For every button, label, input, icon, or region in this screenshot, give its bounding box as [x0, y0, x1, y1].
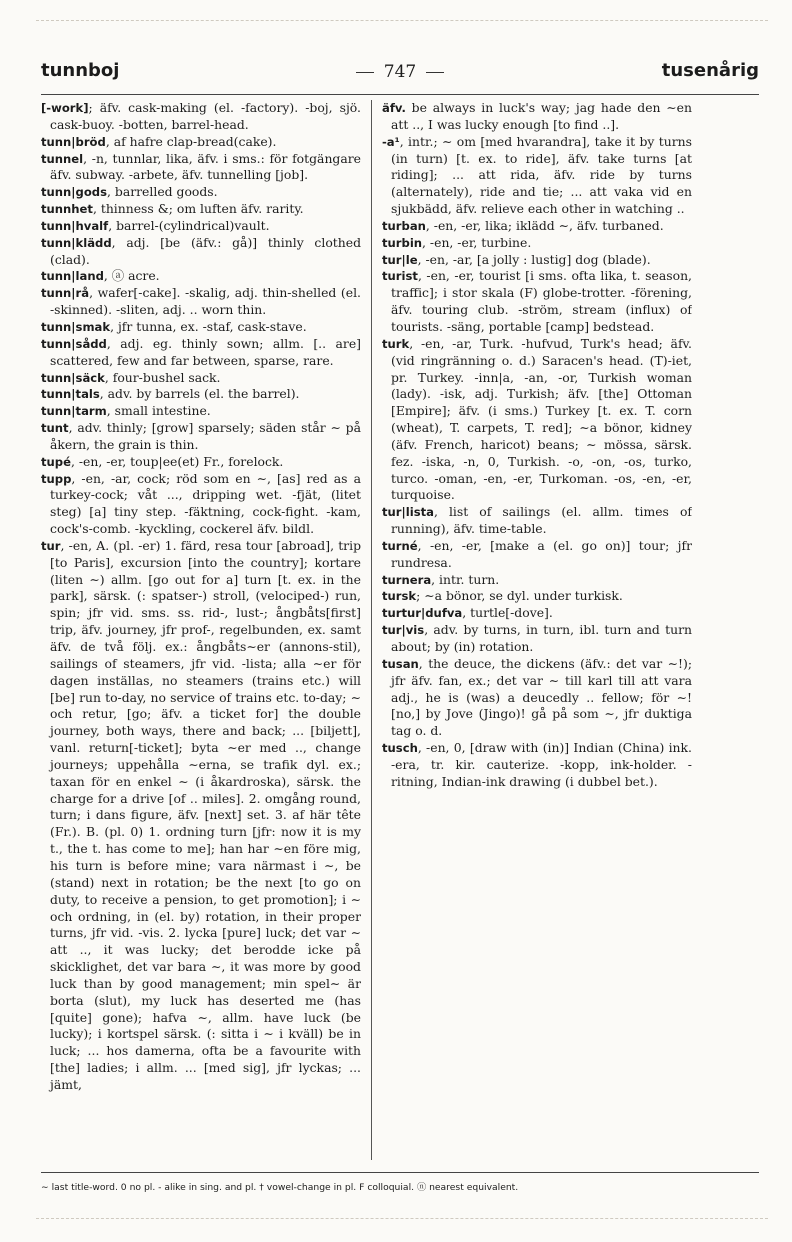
- dictionary-entry: tunn|tals, adv. by barrels (el. the barrel).: [41, 386, 300, 402]
- dictionary-entry: turk, -en, -ar, Turk. -hufvud, Turk's head; äfv. (vid ringränning o. d.) Saracen's head. (T)-iet, pr. Turkey. -inn|a, -an, -or, Turkish woman (lady). -isk, adj. Turkish; äfv. [the] Ottoman [Empire]; äfv. (i sms.) Turkey [t. ex. T. corn (wheat), T. carpets, T. red]; ∼a bönor, kidney (äfv. French, haricot) beans; ∼ mössa, särsk. fez. -iska, -n, 0, Turkish. -o, -on, -os, turko, turco. -oman, -en, -er, Turkoman. -os, -en, -er, turquoise.: [382, 335, 692, 503]
- header-dash: [426, 72, 444, 73]
- dictionary-entry: tupp, -en, -ar, cock; röd som en ∼, [as] red as a turkey-cock; våt ..., dripping wet. -fjät, (litet steg) [a] tiny step. -fäktning, cock-fight. -kam, cock's-comb. -kyckling, cockerel äfv. bildl.: [41, 470, 361, 537]
- right-column: [382, 100, 692, 1166]
- headword: tupp: [41, 471, 72, 486]
- dictionary-entry: tursk; ∼a bönor, se dyl. under turkisk.: [382, 588, 623, 604]
- dictionary-entry: tunn|klädd, adj. [be (äfv.: gå)] thinly clothed (clad).: [41, 234, 361, 267]
- left-column: [41, 100, 361, 1166]
- headword: tusch: [382, 741, 418, 756]
- headword: turtur|dufva: [382, 606, 463, 621]
- dictionary-entry: tunt, adv. thinly; [grow] sparsely; säden står ∼ på åkern, the grain is thin.: [41, 420, 361, 452]
- dictionary-entry: tunn|hvalf, barrel-(cylindrical)vault.: [41, 217, 270, 233]
- headword: turban: [382, 218, 426, 233]
- headword: tunn|land: [41, 269, 104, 284]
- dictionary-entry: tupé, -en, -er, toup|ee(et) Fr., forelock.: [41, 453, 284, 469]
- dictionary-entry: tur|le, -en, -ar, [a jolly : lustig] dog (blade).: [382, 251, 651, 267]
- headword: tunn|rå: [41, 286, 90, 301]
- headword: tur|lista: [382, 505, 434, 520]
- dictionary-entry: tur|lista, list of sailings (el. allm. times of running), äfv. time-table.: [382, 504, 692, 537]
- page-header: [41, 60, 759, 88]
- headword: turbin: [382, 235, 423, 250]
- headword: tunn|säck: [41, 370, 105, 385]
- dictionary-entry: turist, -en, -er, tourist [i sms. ofta lika, t. season, traffic]; i stor skala (F) globe-trotter. -förening, äfv. touring club. -ström, stream (influx) of tourists. -säng, portable [camp] bedstead.: [382, 268, 692, 334]
- dictionary-entry: tunn|land, ⓐ acre.: [41, 268, 160, 284]
- headword: turist: [382, 269, 418, 284]
- dictionary-entry: tunn|säck, four-bushel sack.: [41, 369, 221, 385]
- dictionary-entry: tusch, -en, 0, [draw with (in)] Indian (China) ink. -era, tr. kir. cauterize. -kopp, ink-holder. -ritning, Indian-ink drawing (i dubbel bet.).: [382, 740, 692, 789]
- dictionary-entry: tunnel, -n, tunnlar, lika, äfv. i sms.: för fotgängare äfv. subway. -arbete, äfv. tunnelling [job].: [41, 150, 361, 183]
- dictionary-entry: turnera, intr. turn.: [382, 571, 500, 587]
- header-dash: [356, 72, 374, 73]
- dictionary-entry: tur|vis, adv. by turns, in turn, ibl. turn and turn about; by (in) rotation.: [382, 622, 692, 654]
- dictionary-entry: [-work]; äfv. cask-making (el. -factory). -boj, sjö. cask-buoy. -botten, barrel-head.: [41, 100, 361, 132]
- headword: tunn|gods: [41, 185, 108, 200]
- headword: tunn|tarm: [41, 404, 107, 419]
- dictionary-entry: turtur|dufva, turtle[-dove].: [382, 605, 553, 621]
- dictionary-entry: turné, -en, -er, [make a (el. go on)] tour; jfr rundresa.: [382, 537, 692, 570]
- headword: tunn|sådd: [41, 336, 107, 351]
- headword: tur|le: [382, 252, 418, 267]
- headword: tunn|hvalf: [41, 218, 109, 233]
- footer-rule: [41, 1172, 759, 1173]
- headword: turk: [382, 336, 410, 351]
- headword: tunnhet: [41, 202, 93, 217]
- headword: tunnel: [41, 151, 84, 166]
- dictionary-entry: tunn|rå, wafer[-cake]. -skalig, adj. thin-shelled (el. -skinned). -sliten, adj. .. worn thin.: [41, 285, 361, 318]
- dictionary-entry: turbin, -en, -er, turbine.: [382, 234, 532, 250]
- headword: tusan: [382, 656, 419, 671]
- column-divider: [371, 100, 372, 1160]
- headword: -a¹: [382, 134, 400, 149]
- dictionary-entry: -a¹, intr.; ∼ om [med hvarandra], take it by turns (in turn) [t. ex. to ride], äfv. take turns [at riding]; ... att rida, äfv. ride by turns (alternately), ride and tie; ... att vaka vid en sjukbädd, äfv. relieve each other in watching ..: [382, 133, 692, 217]
- headword: tupé: [41, 454, 71, 469]
- dictionary-entry: turban, -en, -er, lika; iklädd ∼, äfv. turbaned.: [382, 217, 664, 233]
- dictionary-entry: tunn|gods, barrelled goods.: [41, 184, 218, 200]
- top-scan-edge: [36, 20, 768, 21]
- page-number: 747: [383, 62, 417, 82]
- headword: tunn|tals: [41, 387, 100, 402]
- left-guide-word: tunnboj: [41, 60, 120, 81]
- headword: tunn|klädd: [41, 235, 112, 250]
- dictionary-entry: tunn|sådd, adj. eg. thinly sown; allm. [.. are] scattered, few and far between, sparse, rare.: [41, 335, 361, 368]
- dictionary-entry: äfv. be always in luck's way; jag hade den ∼en att .., I was lucky enough [to find ..].: [382, 100, 692, 132]
- headword: tunt: [41, 421, 69, 436]
- dictionary-entry: tur, -en, A. (pl. -er) 1. färd, resa tour [abroad], trip [to Paris], excursion [into the country]; kortare (liten ∼) allm. [go out for a] turn [t. ex. in the park], särsk. (: spatser-) stroll, (velociped-) run, spin; jfr vid. sms. ss. rid-, lust-; ångbåts[first] trip, äfv. journey, jfr prof-, regelbunden, ex. samt äfv. de två följ. ex.: ångbåts∼er (annons-stil), sailings of steamers, jfr vid. -lista; alla ∼er för dagen inställas, no steamers (trains etc.) will [be] run to-day, no service of trains etc. to-day; ∼ och retur, [go; äfv. a ticket for] the double journey, both ways, there and back; ... [biljett], vanl. return[-ticket]; byta ∼er med .., change journeys; uppehålla ∼erna, se trafik dyl. ex.; taxan för en enkel ∼ (i åkardroska), särsk. the charge for a drive [of .. miles]. 2. omgång round, turn; i dans figure, äfv. [next] set. 3. af här tête (Fr.). B. (pl. 0) 1. ordning turn [jfr: now it is my t., the t. has come to me]; han har ∼en före mig, his turn is before mine; vara närmast i ∼, be (stand) next in rotation; be the next [to go on duty, to receive a pension, to get promotion]; i ∼ och ordning, in (el. by) rotation, in their proper turns, jfr vid. -vis. 2. lycka [pure] luck; det var ∼ att .., it was lucky; det berodde icke på skicklighet, det var bara ∼, it was more by good luck than by good management; min spel∼ är borta (slut), my luck has deserted me (has [quite] gone); hafva ∼, allm. have luck (be lucky); i kortspel särsk. (: sitta i ∼ i kväll) be in luck; ... hos damerna, ofta be a favourite with [the] ladies; i allm. ... [med sig], jfr lyckas; ... jämt,: [41, 537, 361, 1092]
- headword: tunn|smak: [41, 319, 111, 334]
- headword: turné: [382, 538, 418, 553]
- headword: äfv.: [382, 101, 406, 115]
- dictionary-entry: tunn|tarm, small intestine.: [41, 403, 211, 419]
- dictionary-entry: tunn|bröd, af hafre clap-bread(cake).: [41, 133, 277, 149]
- abbreviation-legend: ∼ last title-word. 0 no pl. - alike in sing. and pl. † vowel-change in pl. F colloquial. ⓝ nearest equivalent.: [41, 1182, 519, 1193]
- headword: tur|vis: [382, 623, 425, 638]
- dictionary-entry: tusan, the deuce, the dickens (äfv.: det var ∼!); jfr äfv. fan, ex.; det var ∼ till karl till att vara adj., he is (was) a deucedly .. fellow; för ∼! [no,] by Jove (Jingo)! gå på som ∼, jfr duktiga tag o. d.: [382, 655, 692, 739]
- bottom-scan-edge: [36, 1218, 768, 1219]
- headword: [-work]: [41, 101, 89, 115]
- page-number-line: [41, 62, 759, 82]
- headword: turnera: [382, 572, 432, 587]
- dictionary-entry: tunnhet, thinness &; om luften äfv. rarity.: [41, 201, 304, 217]
- headword: tunn|bröd: [41, 134, 106, 149]
- header-rule: [41, 94, 759, 95]
- headword: tursk: [382, 589, 417, 604]
- headword: tur: [41, 538, 61, 553]
- right-guide-word: tusenårig: [661, 60, 759, 81]
- dictionary-entry: tunn|smak, jfr tunna, ex. -staf, cask-stave.: [41, 318, 307, 334]
